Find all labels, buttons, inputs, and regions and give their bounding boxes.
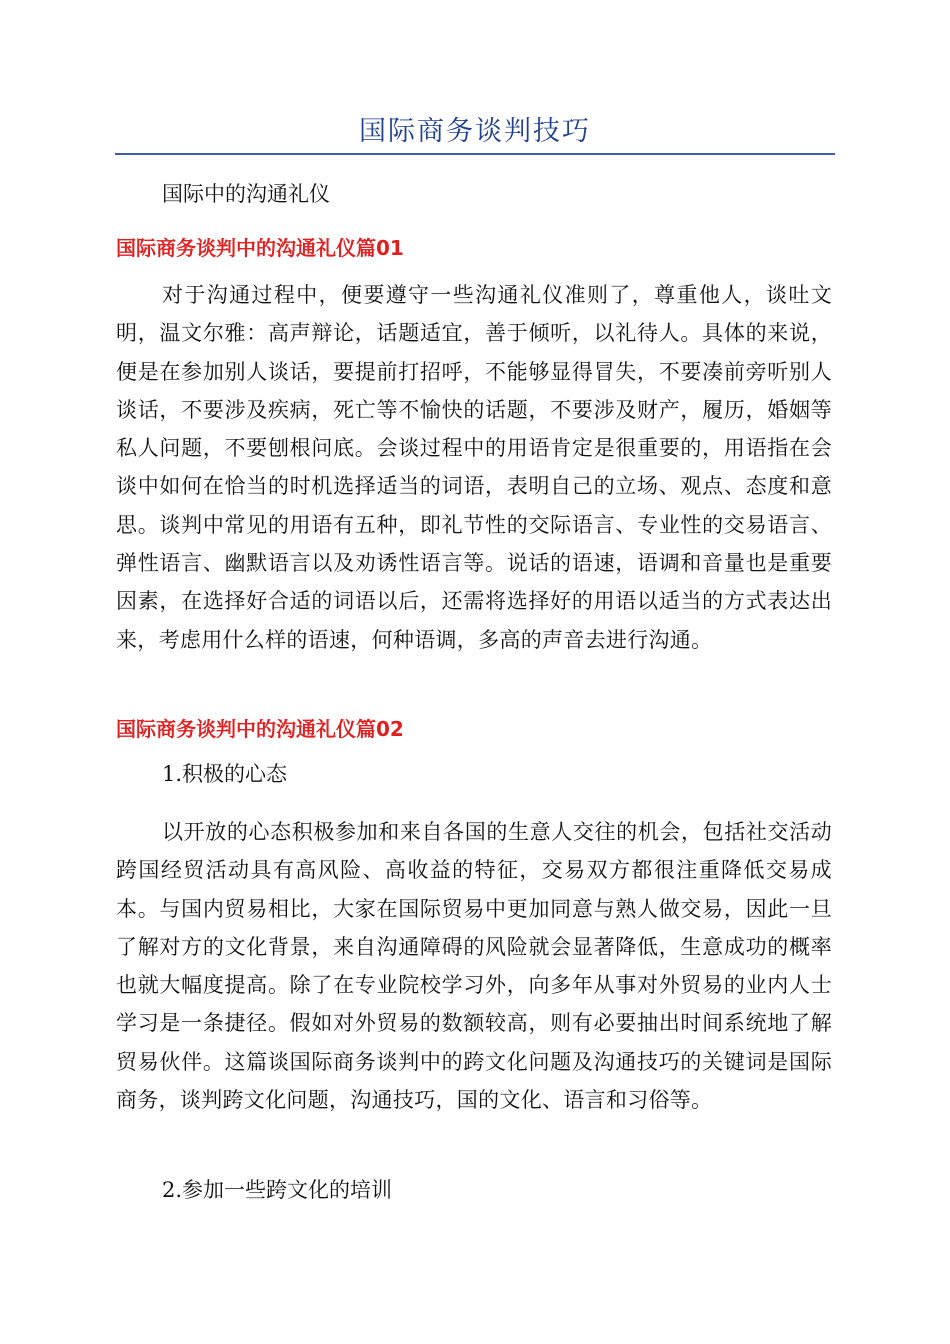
section-heading-02: 国际商务谈判中的沟通礼仪篇02 [116,717,404,741]
section-02-paragraph: 以开放的心态积极参加和来自各国的生意人交往的机会，包括社交活动跨国经贸活动具有高风险、高收益的特征，交易双方都很注重降低交易成本。与国内贸易相比，大家在国际贸易中更加同意与熟人做交易，因此一旦了解对方的文化背景，来自沟通障碍的风险就会显著降低，生意成功的概率也就大幅度提高。除了在专业院校学习外，向多年从事对外贸易的业内人士学习是一条捷径。假如对外贸易的数额较高，则有必要抽出时间系统地了解贸易伙伴。这篇谈国际商务谈判中的跨文化问题及沟通技巧的关键词是国际商务，谈判跨文化问题，沟通技巧，国的文化、语言和习俗等。 [116,820,832,1113]
section-01-paragraph: 对于沟通过程中，便要遵守一些沟通礼仪准则了，尊重他人，谈吐文明，温文尔雅：高声辩论，话题适宜，善于倾听，以礼待人。具体的来说，便是在参加别人谈话，要提前打招呼，不能够显得冒失，不要凑前旁听别人谈话，不要涉及疾病，死亡等不愉快的话题，不要涉及财产，履历，婚姻等私人问题，不要刨根问底。会谈过程中的用语肯定是很重要的，用语指在会谈中如何在恰当的时机选择适当的词语，表明自己的立场、观点、态度和意思。谈判中常见的用语有五种，即礼节性的交际语言、专业性的交易语言、弹性语言、幽默语言以及劝诱性语言等。说话的语速，语调和音量也是重要因素，在选择好合适的词语以后，还需将选择好的用语以适当的方式表达出来，考虑用什么样的语速，何种语调，多高的声音去进行沟通。 [116,283,832,652]
document-title: 国际商务谈判技巧 [359,116,591,147]
list-item-cross-cultural-training: 2.参加一些跨文化的培训 [162,1178,393,1202]
title-underline [115,153,835,155]
section-heading-01: 国际商务谈判中的沟通礼仪篇01 [116,236,404,260]
list-item-positive-attitude: 1.积极的心态 [162,762,288,786]
document-subtitle: 国际中的沟通礼仪 [162,182,330,206]
